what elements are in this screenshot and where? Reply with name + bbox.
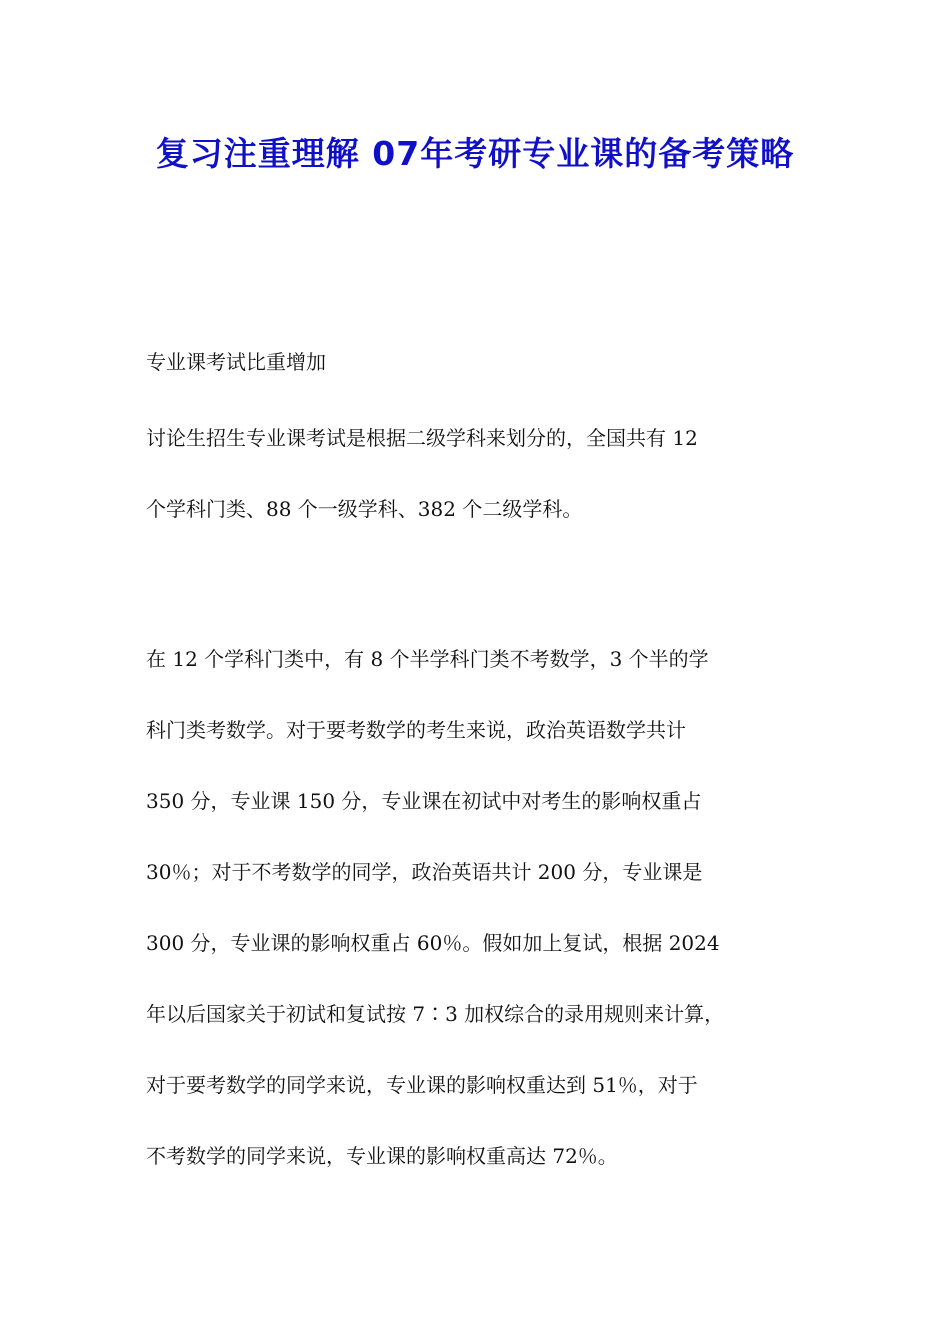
paragraph-line: 在 12 个学科门类中，有 8 个半学科门类不考数学，3 个半的学 [146, 647, 709, 671]
paragraph-line: 年以后国家关于初试和复试按 7∶3 加权综合的录用规则来计算， [146, 1002, 725, 1026]
paragraph-line: 个学科门类、88 个一级学科、382 个二级学科。 [146, 497, 583, 521]
paragraph-line: 350 分，专业课 150 分，专业课在初试中对考生的影响权重占 [146, 789, 702, 813]
paragraph-subject-counts [146, 423, 816, 565]
paragraph-line: 对于要考数学的同学来说，专业课的影响权重达到 51％，对于 [146, 1073, 698, 1097]
paragraph-line: 讨论生招生专业课考试是根据二级学科来划分的，全国共有 12 [146, 426, 698, 450]
paragraph-line: 科门类考数学。对于要考数学的考生来说，政治英语数学共计 [146, 718, 686, 742]
paragraph-line: 300 分，专业课的影响权重占 60％。假如加上复试，根据 2024 [146, 931, 720, 955]
section-heading: 专业课考试比重增加 [146, 350, 326, 374]
paragraph-score-weights [146, 644, 816, 1212]
paragraph-line: 30％；对于不考数学的同学，政治英语共计 200 分，专业课是 [146, 860, 703, 884]
document-title: 复习注重理解 07年考研专业课的备考策略 [155, 134, 795, 173]
paragraph-line: 不考数学的同学来说，专业课的影响权重高达 72％。 [146, 1144, 618, 1168]
